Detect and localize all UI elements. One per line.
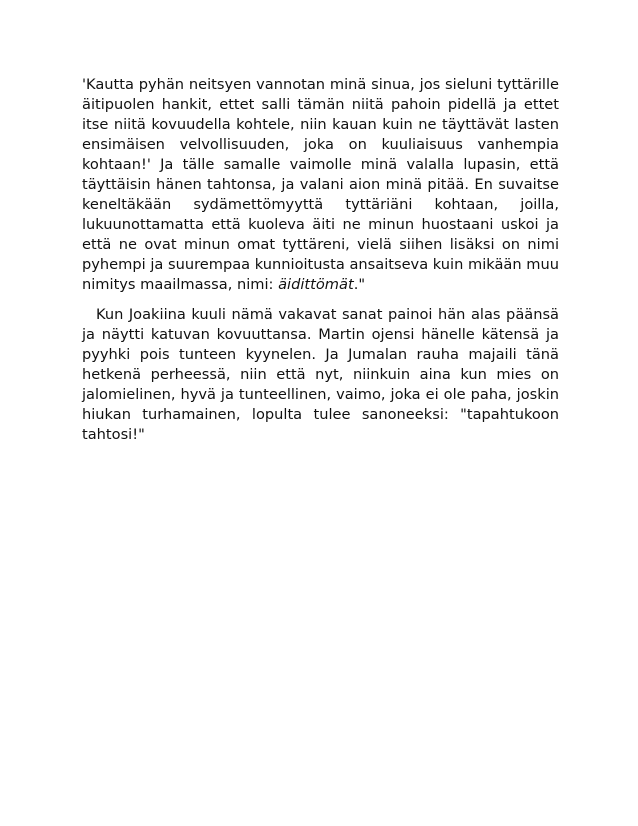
body-text [82, 75, 559, 445]
paragraph-1-emphasis: äidittömät [278, 276, 354, 293]
paragraph-2: Kun Joakiina kuuli nämä vakavat sanat painoi hän alas päänsä ja näytti katuvan kovuuttansa. Martin ojensi hänelle kätensä ja pyyhki pois tunteen kyynelen. Ja Jumalan rauha majaili tänä hetkenä perheessä, niin että nyt, niinkuin aina kun mies on jalomielinen, hyvä ja tunteellinen, vaimo, joka ei ole paha, joskin hiukan turhamainen, lopulta tulee sanoneeksi: "tapahtukoon tahtosi!" [82, 306, 559, 443]
paragraph-1-ending: ." [353, 276, 366, 293]
paragraph-1-text: 'Kautta pyhän neitsyen vannotan minä sinua, jos sieluni tyttärille äitipuolen hankit, ettet salli tämän niitä pahoin pidellä ja ettet itse niitä kovuudella kohtele, niin kauan kuin ne täyttävät lasten ensimäisen velvollisuuden, joka on kuuliaisuus vanhempia kohtaan!' Ja tälle samalle vaimolle minä valalla lupasin, että täyttäisin hänen tahtonsa, ja valani aion minä pitää. En suvaitse keneltäkään sydämettömyyttä tyttäriäni kohtaan, joilla, lukuunottamatta että kuoleva äiti ne minun huostaani uskoi ja että ne ovat minun omat tyttäreni, vielä siihen lisäksi on nimi pyhempi ja suurempaa kunnioitusta ansaitseva kuin mikään muu nimitys maailmassa, nimi: [82, 76, 559, 293]
paragraph-1 [82, 75, 559, 295]
